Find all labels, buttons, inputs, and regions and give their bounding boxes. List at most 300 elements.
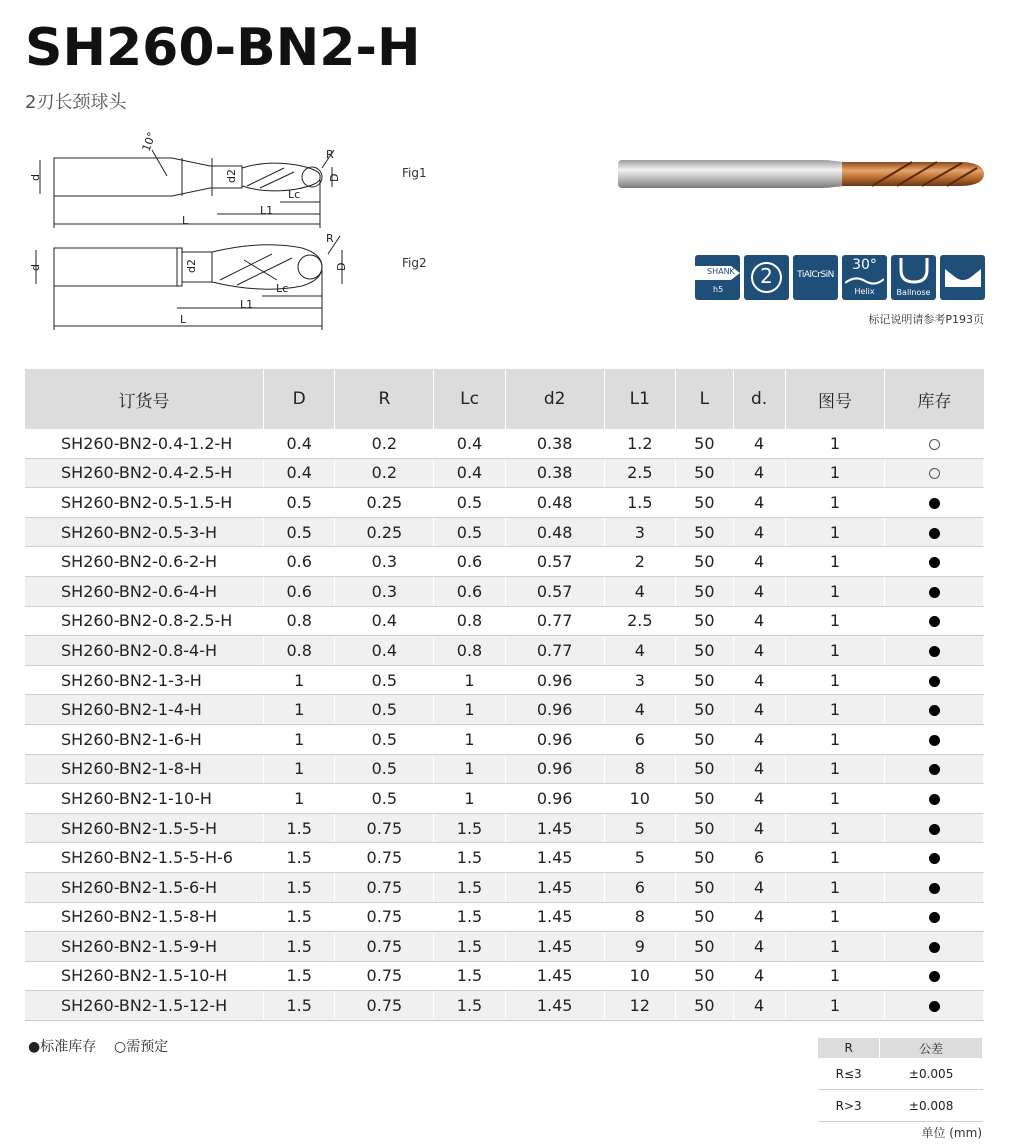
table-cell: 1.5: [264, 932, 335, 962]
table-cell: 50: [676, 902, 734, 932]
flutes-badge: [744, 255, 789, 300]
table-cell: 0.6: [434, 576, 505, 606]
table-cell: 0.4: [434, 458, 505, 488]
table-cell: 0.57: [505, 547, 604, 577]
table-cell: 1.45: [505, 932, 604, 962]
coating-badge: [793, 255, 838, 300]
in-stock-dot: [929, 853, 940, 864]
table-cell: 0.4: [434, 429, 505, 458]
table-cell: 1.45: [505, 843, 604, 873]
table-cell: 8: [604, 902, 675, 932]
table-cell: 0.3: [335, 547, 434, 577]
table-cell: 1.5: [264, 961, 335, 991]
table-cell: 0.48: [505, 517, 604, 547]
legend-order: ○需预定: [114, 1039, 169, 1055]
order-code: SH260-BN2-0.5-3-H: [25, 517, 264, 547]
tool-photo: [612, 150, 992, 200]
table-row: [25, 576, 984, 606]
in-stock-dot: [929, 971, 940, 982]
table-row: [25, 695, 984, 725]
table-cell: 0.38: [505, 458, 604, 488]
dim-D1: D: [328, 173, 341, 182]
tolerance-cell: ±0.008: [880, 1090, 983, 1122]
table-cell: 1: [264, 665, 335, 695]
page-subtitle: 2刃长颈球头: [25, 92, 127, 113]
order-code: SH260-BN2-1-8-H: [25, 754, 264, 784]
table-cell: 6: [604, 724, 675, 754]
order-code: SH260-BN2-0.8-4-H: [25, 636, 264, 666]
table-cell: 4: [733, 458, 785, 488]
table-cell: 0.48: [505, 488, 604, 518]
in-stock-dot: [929, 824, 940, 835]
table-cell: 0.5: [264, 488, 335, 518]
table-cell: 0.2: [335, 458, 434, 488]
table-cell: 0.5: [434, 517, 505, 547]
in-stock-dot: [929, 764, 940, 775]
table-cell: 0.6: [264, 576, 335, 606]
table-cell: 50: [676, 488, 734, 518]
table-cell: 1: [434, 724, 505, 754]
table-cell: 50: [676, 724, 734, 754]
dim-d2-2: d2: [185, 259, 198, 273]
table-cell: 0.6: [434, 547, 505, 577]
table-row: [25, 991, 984, 1021]
table-cell: 50: [676, 636, 734, 666]
table-cell: 0.96: [505, 784, 604, 814]
table-cell: 1: [785, 932, 885, 962]
stock-status: [885, 724, 984, 754]
table-cell: 0.3: [335, 576, 434, 606]
table-cell: 1.45: [505, 813, 604, 843]
table-cell: 1.5: [434, 961, 505, 991]
stock-status: [885, 902, 984, 932]
table-cell: 0.5: [335, 784, 434, 814]
fig2-flutes: [212, 245, 322, 289]
table-cell: 3: [604, 517, 675, 547]
column-header: R: [335, 369, 434, 429]
table-cell: 1: [785, 488, 885, 518]
table-cell: 1.5: [264, 843, 335, 873]
table-cell: 50: [676, 458, 734, 488]
column-header: L: [676, 369, 734, 429]
table-cell: 4: [733, 665, 785, 695]
table-cell: 1: [434, 754, 505, 784]
helix-text: Helix: [854, 287, 875, 296]
column-header: 订货号: [25, 369, 264, 429]
tolerance-row: [818, 1058, 983, 1090]
table-cell: 0.5: [434, 488, 505, 518]
table-cell: 1.45: [505, 991, 604, 1021]
table-cell: 0.4: [264, 458, 335, 488]
table-row: [25, 665, 984, 695]
table-cell: 0.57: [505, 576, 604, 606]
table-cell: 1: [264, 695, 335, 725]
tolerance-header: 公差: [880, 1038, 983, 1058]
table-cell: 1.45: [505, 902, 604, 932]
table-cell: 0.4: [264, 429, 335, 458]
table-cell: 0.8: [264, 606, 335, 636]
stock-status: [885, 488, 984, 518]
table-cell: 1.2: [604, 429, 675, 458]
table-cell: 50: [676, 843, 734, 873]
dim-d2-1: d2: [225, 169, 238, 183]
order-code: SH260-BN2-1.5-9-H: [25, 932, 264, 962]
table-cell: 0.96: [505, 665, 604, 695]
dim-Lc2: Lc: [276, 282, 289, 295]
dim-R2: R: [326, 232, 334, 245]
page-title: SH260-BN2-H: [25, 18, 421, 78]
flutes-count: 2: [760, 264, 773, 288]
table-cell: 1: [785, 872, 885, 902]
table-cell: 1.45: [505, 961, 604, 991]
spec-header-row: [25, 369, 984, 429]
table-cell: 1: [785, 724, 885, 754]
legend-stock: ●标准库存: [28, 1039, 97, 1055]
ballnose-badge: [891, 255, 936, 300]
table-cell: 0.75: [335, 872, 434, 902]
table-cell: 1: [785, 991, 885, 1021]
table-cell: 4: [733, 576, 785, 606]
table-cell: 4: [733, 636, 785, 666]
order-code: SH260-BN2-1-6-H: [25, 724, 264, 754]
dim-L1-1: L1: [260, 204, 274, 217]
table-cell: 1: [434, 695, 505, 725]
table-cell: 1: [785, 784, 885, 814]
table-row: [25, 872, 984, 902]
table-cell: 1: [785, 813, 885, 843]
table-cell: 0.75: [335, 843, 434, 873]
table-cell: 0.96: [505, 724, 604, 754]
table-cell: 1: [785, 458, 885, 488]
table-cell: 2: [604, 547, 675, 577]
table-cell: 4: [733, 695, 785, 725]
fig1-label: Fig1: [402, 166, 427, 180]
table-cell: 1: [785, 902, 885, 932]
table-cell: 4: [733, 724, 785, 754]
table-cell: 1.5: [264, 813, 335, 843]
table-row: [25, 488, 984, 518]
fig1-shank: [54, 158, 242, 196]
table-cell: 1.5: [434, 872, 505, 902]
order-code: SH260-BN2-1-3-H: [25, 665, 264, 695]
table-cell: 4: [733, 872, 785, 902]
dim-d1: d: [29, 174, 42, 181]
table-cell: 0.8: [264, 636, 335, 666]
tolerance-cell: R>3: [818, 1090, 880, 1122]
dim-d2: d: [29, 264, 42, 271]
fig2-label: Fig2: [402, 256, 427, 270]
in-stock-dot: [929, 498, 940, 509]
table-cell: 50: [676, 665, 734, 695]
table-cell: 4: [733, 429, 785, 458]
order-code: SH260-BN2-0.4-2.5-H: [25, 458, 264, 488]
table-cell: 0.5: [335, 695, 434, 725]
spec-table: [25, 369, 984, 1021]
order-code: SH260-BN2-0.6-4-H: [25, 576, 264, 606]
table-cell: 1: [785, 636, 885, 666]
table-cell: 0.5: [335, 724, 434, 754]
table-cell: 1.5: [264, 872, 335, 902]
stock-status: [885, 517, 984, 547]
unit-label: 单位 (mm): [921, 1126, 982, 1140]
stock-status: [885, 872, 984, 902]
technical-drawing: [22, 130, 352, 340]
table-cell: 1: [434, 665, 505, 695]
table-cell: 0.38: [505, 429, 604, 458]
table-row: [25, 517, 984, 547]
table-cell: 0.5: [335, 754, 434, 784]
table-row: [25, 458, 984, 488]
table-row: [25, 606, 984, 636]
shank-h5-text: h5: [713, 285, 724, 294]
table-cell: 4: [733, 902, 785, 932]
table-row: [25, 547, 984, 577]
table-cell: 0.77: [505, 636, 604, 666]
stock-status: [885, 458, 984, 488]
table-row: [25, 813, 984, 843]
tolerance-header: R: [818, 1038, 880, 1058]
in-stock-dot: [929, 705, 940, 716]
column-header: d2: [505, 369, 604, 429]
in-stock-dot: [929, 646, 940, 657]
table-cell: 1: [264, 754, 335, 784]
table-cell: 9: [604, 932, 675, 962]
table-cell: 50: [676, 813, 734, 843]
table-cell: 4: [604, 576, 675, 606]
order-code: SH260-BN2-1.5-8-H: [25, 902, 264, 932]
table-cell: 10: [604, 784, 675, 814]
in-stock-dot: [929, 735, 940, 746]
table-cell: 4: [733, 991, 785, 1021]
stock-status: [885, 991, 984, 1021]
stock-status: [885, 695, 984, 725]
table-cell: 12: [604, 991, 675, 1021]
table-cell: 2.5: [604, 606, 675, 636]
dim-Lc1: Lc: [288, 188, 301, 201]
badge-note: 标记说明请参考P193页: [868, 313, 984, 326]
dim-L1-2: L1: [240, 298, 254, 311]
stock-status: [885, 606, 984, 636]
table-cell: 1.45: [505, 872, 604, 902]
table-cell: 6: [604, 872, 675, 902]
table-cell: 0.75: [335, 932, 434, 962]
table-cell: 0.4: [335, 606, 434, 636]
table-cell: 0.6: [264, 547, 335, 577]
order-code: SH260-BN2-0.8-2.5-H: [25, 606, 264, 636]
order-code: SH260-BN2-0.6-2-H: [25, 547, 264, 577]
in-stock-dot: [929, 794, 940, 805]
order-code: SH260-BN2-0.4-1.2-H: [25, 429, 264, 458]
table-cell: 1: [785, 606, 885, 636]
table-row: [25, 902, 984, 932]
stock-status: [885, 843, 984, 873]
helix-badge: [842, 255, 887, 300]
table-cell: 0.96: [505, 754, 604, 784]
in-stock-dot: [929, 1001, 940, 1012]
table-cell: 8: [604, 754, 675, 784]
in-stock-dot: [929, 676, 940, 687]
stock-status: [885, 576, 984, 606]
table-cell: 4: [733, 754, 785, 784]
table-row: [25, 724, 984, 754]
table-row: [25, 754, 984, 784]
table-row: [25, 932, 984, 962]
stock-status: [885, 636, 984, 666]
column-header: D: [264, 369, 335, 429]
table-cell: 50: [676, 695, 734, 725]
table-cell: 1.5: [604, 488, 675, 518]
order-code: SH260-BN2-1-10-H: [25, 784, 264, 814]
table-cell: 0.77: [505, 606, 604, 636]
table-cell: 5: [604, 813, 675, 843]
table-cell: 0.4: [335, 636, 434, 666]
column-header: 图号: [785, 369, 885, 429]
column-header: 库存: [885, 369, 984, 429]
table-cell: 1.5: [434, 932, 505, 962]
fig2-shank: [54, 248, 182, 286]
order-code: SH260-BN2-1.5-10-H: [25, 961, 264, 991]
table-row: [25, 636, 984, 666]
stock-status: [885, 429, 984, 458]
table-cell: 0.96: [505, 695, 604, 725]
table-cell: 50: [676, 784, 734, 814]
in-stock-dot: [929, 883, 940, 894]
helix-angle: 30°: [852, 257, 877, 273]
table-row: [25, 784, 984, 814]
table-cell: 1: [785, 517, 885, 547]
table-cell: 50: [676, 872, 734, 902]
table-cell: 50: [676, 606, 734, 636]
table-cell: 1.5: [434, 902, 505, 932]
table-cell: 2.5: [604, 458, 675, 488]
column-header: Lc: [434, 369, 505, 429]
order-code: SH260-BN2-1.5-5-H-6: [25, 843, 264, 873]
profile-badge: [940, 255, 985, 300]
table-cell: 50: [676, 576, 734, 606]
stock-status: [885, 754, 984, 784]
table-cell: 0.75: [335, 813, 434, 843]
stock-status: [885, 932, 984, 962]
in-stock-dot: [929, 616, 940, 627]
shank-text: SHANK: [707, 267, 735, 276]
order-code: SH260-BN2-0.5-1.5-H: [25, 488, 264, 518]
table-row: [25, 961, 984, 991]
table-cell: 1: [785, 961, 885, 991]
table-cell: 1.5: [264, 991, 335, 1021]
table-cell: 1: [785, 843, 885, 873]
table-cell: 4: [604, 636, 675, 666]
table-cell: 5: [604, 843, 675, 873]
column-header: d.: [733, 369, 785, 429]
in-stock-dot: [929, 557, 940, 568]
table-cell: 4: [733, 547, 785, 577]
in-stock-dot: [929, 912, 940, 923]
table-cell: 0.75: [335, 961, 434, 991]
table-cell: 1.5: [434, 991, 505, 1021]
table-cell: 50: [676, 547, 734, 577]
tolerance-table: [818, 1038, 983, 1122]
table-cell: 50: [676, 517, 734, 547]
dim-D2: D: [335, 262, 348, 271]
table-cell: 0.5: [264, 517, 335, 547]
table-cell: 1.5: [434, 813, 505, 843]
stock-legend: [28, 1036, 168, 1056]
table-cell: 0.5: [335, 665, 434, 695]
table-cell: 4: [733, 932, 785, 962]
dim-R1: R: [326, 148, 334, 161]
dim-angle: 10°: [139, 130, 159, 154]
table-cell: 0.8: [434, 606, 505, 636]
stock-status: [885, 547, 984, 577]
table-cell: 0.75: [335, 991, 434, 1021]
table-cell: 1: [785, 754, 885, 784]
in-stock-dot: [929, 587, 940, 598]
table-cell: 4: [733, 488, 785, 518]
table-cell: 1: [785, 665, 885, 695]
table-cell: 0.25: [335, 488, 434, 518]
table-cell: 0.8: [434, 636, 505, 666]
table-cell: 1: [785, 695, 885, 725]
dim-L-2: L: [180, 313, 187, 326]
order-code: SH260-BN2-1-4-H: [25, 695, 264, 725]
table-cell: 50: [676, 754, 734, 784]
table-cell: 3: [604, 665, 675, 695]
table-row: [25, 843, 984, 873]
table-cell: 10: [604, 961, 675, 991]
table-cell: 6: [733, 843, 785, 873]
table-cell: 4: [733, 961, 785, 991]
table-cell: 1: [264, 784, 335, 814]
order-code: SH260-BN2-1.5-12-H: [25, 991, 264, 1021]
table-cell: 0.2: [335, 429, 434, 458]
table-cell: 4: [733, 606, 785, 636]
table-row: [25, 429, 984, 458]
table-cell: 4: [733, 517, 785, 547]
column-header: L1: [604, 369, 675, 429]
table-cell: 4: [733, 784, 785, 814]
table-cell: 50: [676, 961, 734, 991]
table-cell: 0.75: [335, 902, 434, 932]
table-cell: 1: [785, 576, 885, 606]
table-cell: 50: [676, 991, 734, 1021]
in-stock-dot: [929, 528, 940, 539]
table-cell: 1: [785, 547, 885, 577]
stock-status: [885, 961, 984, 991]
coating-text: TiAlCrSiN: [797, 270, 834, 280]
order-dot: [929, 439, 940, 450]
table-cell: 1: [785, 429, 885, 458]
feature-badges: [695, 255, 985, 300]
stock-status: [885, 665, 984, 695]
table-cell: 50: [676, 429, 734, 458]
table-cell: 1.5: [434, 843, 505, 873]
tolerance-cell: R≤3: [818, 1058, 880, 1090]
table-cell: 1: [434, 784, 505, 814]
table-cell: 4: [733, 813, 785, 843]
order-code: SH260-BN2-1.5-6-H: [25, 872, 264, 902]
order-dot: [929, 468, 940, 479]
ballnose-text: Ballnose: [896, 288, 931, 297]
shank-badge: [695, 255, 740, 300]
table-cell: 50: [676, 932, 734, 962]
table-cell: 1: [264, 724, 335, 754]
stock-status: [885, 784, 984, 814]
table-cell: 4: [604, 695, 675, 725]
table-cell: 1.5: [264, 902, 335, 932]
dim-L-1: L: [182, 214, 189, 227]
order-code: SH260-BN2-1.5-5-H: [25, 813, 264, 843]
tolerance-row: [818, 1090, 983, 1122]
